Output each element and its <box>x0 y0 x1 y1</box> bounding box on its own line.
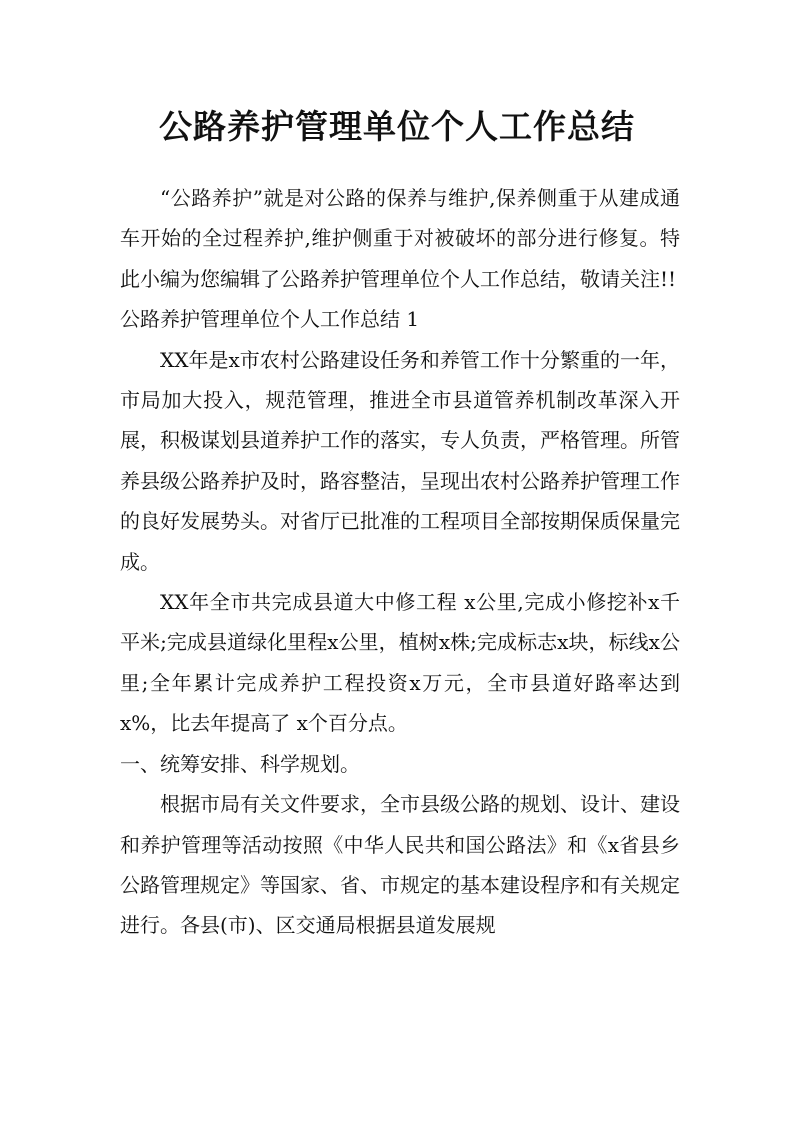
body-paragraph-1: XX年是x市农村公路建设任务和养管工作十分繁重的一年，市局加大投入，规范管理，推进全市县道管养机制改革深入开展，积极谋划县道养护工作的落实，专人负责，严格管理。所管养县级公路养护及时，路容整洁，呈现出农村公路养护管理工作的良好发展势头。对省厅已批准的工程项目全部按期保质保量完成。 <box>120 347 680 574</box>
document-title: 公路养护管理单位个人工作总结 <box>159 107 635 146</box>
body-paragraph-3: 根据市局有关文件要求，全市县级公路的规划、设计、建设和养护管理等活动按照《中华人民共和国公路法》和《x省县乡公路管理规定》等国家、省、市规定的基本建设程序和有关规定进行。各县(市)、区交通局根据县道发展规 <box>120 792 680 938</box>
intro-paragraph: “公路养护”就是对公路的保养与维护,保养侧重于从建成通车开始的全过程养护,维护侧重于对被破坏的部分进行修复。特此小编为您编辑了公路养护管理单位个人工作总结，敬请关注!! <box>120 186 680 291</box>
subheading-1: 一、统筹安排、科学规划。 <box>120 751 360 776</box>
section-heading: 公路养护管理单位个人工作总结 1 <box>120 307 420 332</box>
document-body <box>120 178 680 946</box>
body-paragraph-2: XX年全市共完成县道大中修工程 x公里,完成小修挖补x千平米;完成县道绿化里程x公里，植树x株;完成标志x块，标线x公里;全年累计完成养护工程投资x万元，全市县道好路率达到 x%，比去年提高了 x个百分点。 <box>120 590 680 736</box>
